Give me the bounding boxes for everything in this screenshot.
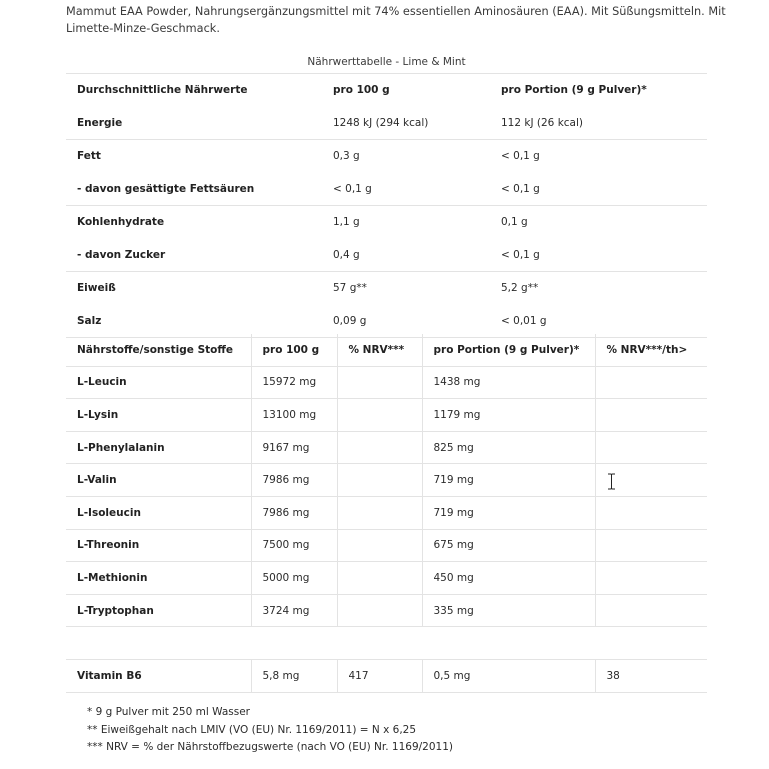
nutrition-label: - davon Zucker (77, 248, 166, 261)
substance-value-portion: 675 mg (422, 529, 595, 562)
nutrition-value-portion: 112 kJ (26 kcal) (501, 116, 583, 129)
substances-header-cell: % NRV***/th> (595, 334, 707, 366)
substance-name: L-Lysin (66, 399, 251, 432)
substance-value-100g: 13100 mg (251, 399, 337, 432)
nutrition-header-row (66, 74, 707, 107)
substance-name: L-Leucin (66, 366, 251, 399)
substance-nrv-100g: 417 (337, 659, 422, 692)
nutrition-row (66, 239, 707, 272)
nutrition-row (66, 272, 707, 305)
nutrition-label: - davon gesättigte Fettsäuren (77, 182, 255, 195)
nutrition-value-portion: < 0,01 g (490, 305, 707, 338)
substance-name: L-Methionin (66, 562, 251, 595)
substance-nrv-portion (595, 562, 707, 595)
nutrition-row (66, 107, 707, 140)
substance-nrv-portion (595, 399, 707, 432)
table-row (66, 659, 707, 692)
nutrition-value-portion: < 0,1 g (501, 182, 540, 195)
substance-value-portion: 1438 mg (422, 366, 595, 399)
nutrition-value-100g: < 0,1 g (333, 182, 372, 195)
footnotes (87, 704, 453, 757)
substance-nrv-100g (337, 496, 422, 529)
nutrition-value-100g: 1,1 g (322, 206, 490, 239)
nutrition-row (66, 305, 707, 338)
substance-nrv-100g (337, 562, 422, 595)
product-description: Mammut EAA Powder, Nahrungsergänzungsmittel mit 74% essentiellen Aminosäuren (EAA). Mit Süßungsmitteln. Mit Limette-Minze-Geschmack. (66, 5, 726, 35)
spacer-row (66, 627, 707, 660)
substance-name: L-Isoleucin (66, 496, 251, 529)
nutrition-value-portion: < 0,1 g (490, 140, 707, 173)
substance-nrv-100g (337, 399, 422, 432)
substance-value-100g: 7986 mg (251, 464, 337, 497)
substance-nrv-portion (595, 496, 707, 529)
nutrition-label: Kohlenhydrate (66, 206, 322, 239)
nutrition-row (66, 206, 707, 239)
table-row (66, 399, 707, 432)
substance-name: L-Valin (66, 464, 251, 497)
substance-value-portion: 825 mg (422, 431, 595, 464)
nutrition-row (66, 173, 707, 206)
substances-header-cell: Nährstoffe/sonstige Stoffe (66, 334, 251, 366)
substance-nrv-100g (337, 431, 422, 464)
substance-value-portion: 0,5 mg (422, 659, 595, 692)
substance-nrv-portion (595, 431, 707, 464)
substance-value-100g: 5,8 mg (251, 659, 337, 692)
table-row (66, 529, 707, 562)
nutrition-header-cell: pro 100 g (322, 74, 490, 107)
substances-header-cell: % NRV*** (337, 334, 422, 366)
nutrition-label: Eiweiß (66, 272, 322, 305)
substance-nrv-portion (595, 529, 707, 562)
substance-value-100g: 9167 mg (251, 431, 337, 464)
footnote: ** Eiweißgehalt nach LMIV (VO (EU) Nr. 1169/2011) = N x 6,25 (87, 723, 417, 736)
nutrition-table (66, 73, 707, 338)
substance-value-100g: 5000 mg (251, 562, 337, 595)
table-row (66, 431, 707, 464)
substance-name: L-Phenylalanin (66, 431, 251, 464)
nutrition-value-100g: 0,4 g (333, 248, 360, 261)
nutrition-value-100g: 0,09 g (322, 305, 490, 338)
nutrition-value-100g: 0,3 g (322, 140, 490, 173)
substance-nrv-portion (595, 594, 707, 627)
substance-value-100g: 15972 mg (251, 366, 337, 399)
substance-name: L-Threonin (66, 529, 251, 562)
nutrition-value-portion: < 0,1 g (501, 248, 540, 261)
nutrition-label: Fett (66, 140, 322, 173)
table-row (66, 366, 707, 399)
substance-value-portion: 1179 mg (422, 399, 595, 432)
substance-name: L-Tryptophan (66, 594, 251, 627)
substances-header-row (66, 334, 707, 366)
footnote: * 9 g Pulver mit 250 ml Wasser (87, 706, 250, 718)
substance-value-100g: 7986 mg (251, 496, 337, 529)
substances-header-cell: pro Portion (9 g Pulver)* (422, 334, 595, 366)
nutrition-label: Salz (66, 305, 322, 338)
substance-nrv-100g (337, 366, 422, 399)
substance-nrv-100g (337, 594, 422, 627)
substance-nrv-portion (595, 366, 707, 399)
substance-value-100g: 7500 mg (251, 529, 337, 562)
substances-table (66, 334, 707, 693)
substances-header-cell: pro 100 g (251, 334, 337, 366)
text-cursor-icon (607, 473, 616, 490)
nutrition-value-portion: 0,1 g (490, 206, 707, 239)
footnote: *** NRV = % der Nährstoffbezugswerte (nach VO (EU) Nr. 1169/2011) (87, 741, 453, 753)
nutrition-value-100g: 1248 kJ (294 kcal) (333, 116, 429, 129)
substance-value-100g: 3724 mg (251, 594, 337, 627)
substance-value-portion: 719 mg (422, 496, 595, 529)
table-row (66, 594, 707, 627)
nutrition-row (66, 140, 707, 173)
substance-name: Vitamin B6 (66, 659, 251, 692)
table-row (66, 562, 707, 595)
nutrition-label: Energie (77, 116, 123, 129)
substance-nrv-portion: 38 (595, 659, 707, 692)
table-caption: Nährwerttabelle - Lime & Mint (307, 56, 466, 68)
spacer-cell (66, 627, 707, 660)
table-row (66, 496, 707, 529)
nutrition-header-cell: Durchschnittliche Nährwerte (66, 74, 322, 107)
nutrition-value-portion: 5,2 g** (490, 272, 707, 305)
nutrition-header-cell: pro Portion (9 g Pulver)* (490, 74, 707, 107)
nutrition-value-100g: 57 g** (322, 272, 490, 305)
substance-nrv-100g (337, 464, 422, 497)
substance-nrv-100g (337, 529, 422, 562)
substance-value-portion: 450 mg (422, 562, 595, 595)
substance-value-portion: 335 mg (422, 594, 595, 627)
substance-value-portion: 719 mg (422, 464, 595, 497)
